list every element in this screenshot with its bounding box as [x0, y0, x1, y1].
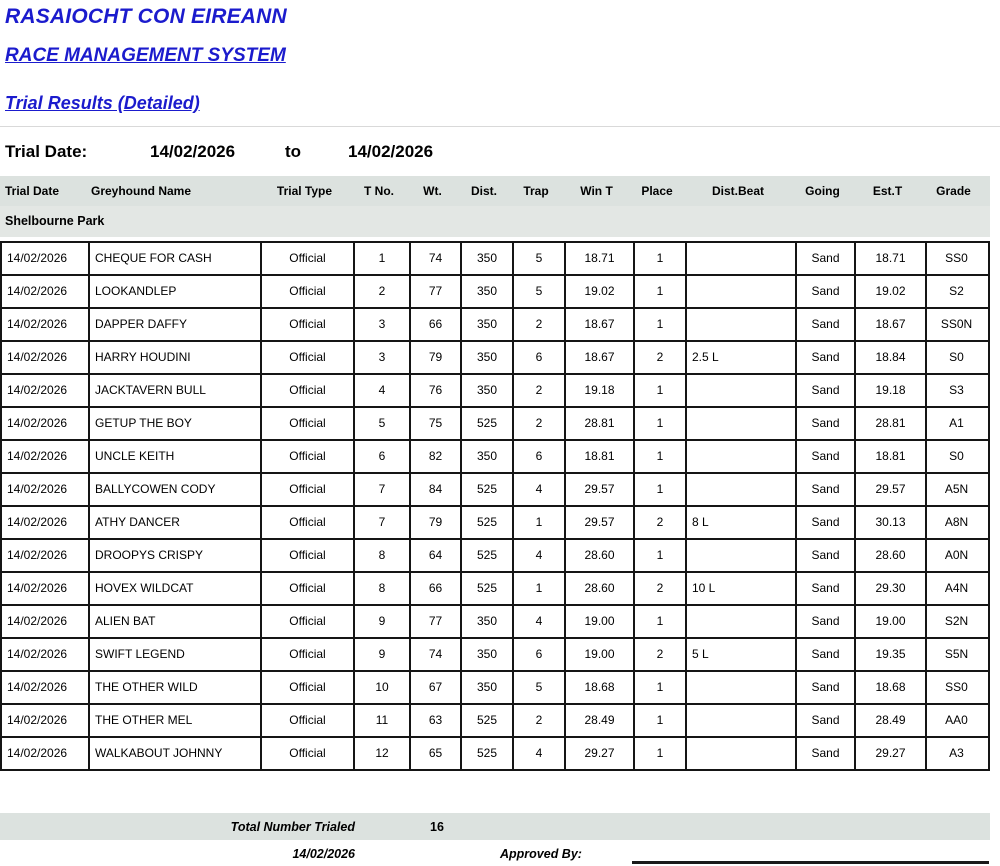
cell-going: Sand: [795, 474, 854, 505]
cell-wt: 82: [409, 441, 460, 472]
cell-going: Sand: [795, 276, 854, 307]
cell-t-no: 3: [353, 342, 409, 373]
cell-grade: SS0N: [925, 309, 986, 340]
cell-trial-type: Official: [260, 639, 353, 670]
column-header-dist: Dist.: [470, 184, 497, 198]
cell-place: 1: [633, 441, 685, 472]
cell-trial-date: 14/02/2026: [7, 713, 68, 727]
section-row-track: Shelbourne Park: [0, 206, 990, 237]
cell-greyhound-name: THE OTHER WILD: [88, 672, 260, 703]
cell-t-no: 9: [353, 639, 409, 670]
cell-est-t: 19.35: [854, 639, 925, 670]
cell-est-t: 28.81: [854, 408, 925, 439]
cell-trial-type: Official: [260, 672, 353, 703]
report-page: [0, 5, 1000, 866]
cell-trial-date: 14/02/2026: [7, 614, 68, 628]
cell-trial-type: Official: [260, 441, 353, 472]
cell-est-t: 29.30: [854, 573, 925, 604]
approval-row: [0, 847, 990, 864]
cell-place: 1: [633, 606, 685, 637]
cell-trial-date: 14/02/2026: [7, 548, 68, 562]
cell-wt: 77: [409, 276, 460, 307]
cell-going: Sand: [795, 738, 854, 769]
cell-dist: 350: [460, 276, 512, 307]
trial-date-label: Trial Date:: [5, 142, 88, 161]
cell-win-t: 28.60: [564, 540, 633, 571]
cell-trap: 2: [512, 375, 564, 406]
cell-dist: 350: [460, 639, 512, 670]
cell-going: Sand: [795, 441, 854, 472]
cell-trap: 2: [512, 408, 564, 439]
cell-est-t: 18.84: [854, 342, 925, 373]
cell-dist: 525: [460, 705, 512, 736]
cell-grade: A4N: [925, 573, 986, 604]
cell-trial-type: Official: [260, 342, 353, 373]
cell-going: Sand: [795, 705, 854, 736]
cell-going: Sand: [795, 507, 854, 538]
cell-win-t: 28.49: [564, 705, 633, 736]
cell-greyhound-name: ATHY DANCER: [88, 507, 260, 538]
cell-trap: 5: [512, 243, 564, 274]
system-title: RACE MANAGEMENT SYSTEM: [5, 45, 286, 66]
table-row: [0, 670, 990, 705]
cell-going: Sand: [795, 309, 854, 340]
cell-t-no: 7: [353, 507, 409, 538]
cell-trap: 4: [512, 474, 564, 505]
total-trialed-value: 16: [430, 819, 444, 834]
cell-t-no: 2: [353, 276, 409, 307]
cell-trial-date: 14/02/2026: [7, 251, 68, 265]
column-header-trial-date: Trial Date: [5, 184, 60, 198]
total-trialed-label: Total Number Trialed: [230, 819, 355, 834]
cell-est-t: 18.68: [854, 672, 925, 703]
cell-trial-type: Official: [260, 375, 353, 406]
approved-by-label: Approved By:: [500, 847, 582, 861]
cell-trap: 4: [512, 540, 564, 571]
cell-win-t: 29.27: [564, 738, 633, 769]
cell-win-t: 19.00: [564, 606, 633, 637]
table-row: [0, 538, 990, 573]
cell-trial-date: 14/02/2026: [7, 449, 68, 463]
cell-going: Sand: [795, 540, 854, 571]
cell-greyhound-name: WALKABOUT JOHNNY: [88, 738, 260, 769]
cell-dist: 350: [460, 342, 512, 373]
results-rows: [0, 241, 990, 771]
cell-wt: 79: [409, 507, 460, 538]
table-row: [0, 472, 990, 507]
cell-dist-beat: 8 L: [685, 507, 795, 538]
cell-wt: 79: [409, 342, 460, 373]
cell-greyhound-name: JACKTAVERN BULL: [88, 375, 260, 406]
cell-dist: 350: [460, 606, 512, 637]
cell-trial-type: Official: [260, 606, 353, 637]
cell-trial-type: Official: [260, 705, 353, 736]
cell-going: Sand: [795, 573, 854, 604]
cell-trial-date: 14/02/2026: [7, 647, 68, 661]
cell-place: 2: [633, 639, 685, 670]
cell-trial-date: 14/02/2026: [7, 680, 68, 694]
cell-greyhound-name: CHEQUE FOR CASH: [88, 243, 260, 274]
cell-win-t: 28.81: [564, 408, 633, 439]
cell-greyhound-name: ALIEN BAT: [88, 606, 260, 637]
cell-wt: 66: [409, 573, 460, 604]
cell-going: Sand: [795, 606, 854, 637]
cell-trial-date: 14/02/2026: [7, 581, 68, 595]
trial-date-from: 14/02/2026: [150, 142, 236, 161]
cell-place: 1: [633, 375, 685, 406]
cell-greyhound-name: SWIFT LEGEND: [88, 639, 260, 670]
cell-dist-beat: [685, 705, 795, 736]
cell-grade: A8N: [925, 507, 986, 538]
cell-est-t: 29.27: [854, 738, 925, 769]
cell-trap: 5: [512, 276, 564, 307]
cell-greyhound-name: BALLYCOWEN CODY: [88, 474, 260, 505]
cell-grade: SS0: [925, 672, 986, 703]
cell-trap: 2: [512, 705, 564, 736]
cell-t-no: 10: [353, 672, 409, 703]
cell-trap: 5: [512, 672, 564, 703]
cell-dist-beat: [685, 243, 795, 274]
org-title: RASAIOCHT CON EIREANN: [5, 5, 287, 28]
cell-dist-beat: [685, 408, 795, 439]
cell-trial-type: Official: [260, 738, 353, 769]
trial-date-to: 14/02/2026: [348, 142, 434, 161]
cell-grade: AA0: [925, 705, 986, 736]
cell-going: Sand: [795, 672, 854, 703]
table-header-row: [0, 176, 990, 206]
cell-t-no: 8: [353, 573, 409, 604]
column-header-trap: Trap: [523, 184, 549, 198]
cell-win-t: 19.02: [564, 276, 633, 307]
cell-grade: S2: [925, 276, 986, 307]
table-row: [0, 241, 990, 276]
cell-trap: 6: [512, 639, 564, 670]
cell-greyhound-name: DAPPER DAFFY: [88, 309, 260, 340]
cell-trap: 1: [512, 507, 564, 538]
cell-trial-date: 14/02/2026: [7, 482, 68, 496]
cell-trial-type: Official: [260, 243, 353, 274]
cell-place: 1: [633, 243, 685, 274]
cell-dist-beat: [685, 738, 795, 769]
cell-t-no: 8: [353, 540, 409, 571]
cell-win-t: 29.57: [564, 507, 633, 538]
cell-wt: 76: [409, 375, 460, 406]
cell-greyhound-name: DROOPYS CRISPY: [88, 540, 260, 571]
cell-grade: A3: [925, 738, 986, 769]
table-row: [0, 736, 990, 771]
cell-est-t: 18.71: [854, 243, 925, 274]
column-header-win-t: Win T: [580, 184, 613, 198]
column-header-wt: Wt.: [423, 184, 442, 198]
cell-wt: 74: [409, 243, 460, 274]
cell-trial-type: Official: [260, 540, 353, 571]
cell-est-t: 28.49: [854, 705, 925, 736]
table-row: [0, 274, 990, 309]
cell-trap: 2: [512, 309, 564, 340]
cell-dist-beat: [685, 309, 795, 340]
cell-greyhound-name: LOOKANDLEP: [88, 276, 260, 307]
cell-dist: 525: [460, 540, 512, 571]
cell-t-no: 1: [353, 243, 409, 274]
cell-trial-type: Official: [260, 474, 353, 505]
cell-dist: 350: [460, 243, 512, 274]
cell-dist-beat: 2.5 L: [685, 342, 795, 373]
cell-dist: 350: [460, 375, 512, 406]
cell-t-no: 9: [353, 606, 409, 637]
report-title: Trial Results (Detailed): [5, 93, 200, 113]
cell-trial-date: 14/02/2026: [7, 515, 68, 529]
column-header-dist-beat: Dist.Beat: [711, 184, 764, 198]
cell-wt: 65: [409, 738, 460, 769]
cell-est-t: 29.57: [854, 474, 925, 505]
cell-going: Sand: [795, 375, 854, 406]
cell-dist-beat: [685, 441, 795, 472]
cell-place: 1: [633, 474, 685, 505]
cell-dist-beat: [685, 375, 795, 406]
cell-dist-beat: 10 L: [685, 573, 795, 604]
table-row: [0, 637, 990, 672]
cell-trial-type: Official: [260, 573, 353, 604]
cell-t-no: 5: [353, 408, 409, 439]
cell-trap: 4: [512, 738, 564, 769]
cell-est-t: 19.02: [854, 276, 925, 307]
column-header-trial-type: Trial Type: [276, 184, 333, 198]
cell-trial-date: 14/02/2026: [7, 317, 68, 331]
cell-win-t: 19.00: [564, 639, 633, 670]
cell-place: 1: [633, 276, 685, 307]
cell-win-t: 18.68: [564, 672, 633, 703]
column-header-place: Place: [641, 184, 673, 198]
cell-going: Sand: [795, 408, 854, 439]
cell-dist-beat: [685, 474, 795, 505]
cell-dist: 525: [460, 408, 512, 439]
cell-place: 1: [633, 540, 685, 571]
cell-t-no: 7: [353, 474, 409, 505]
cell-trial-date: 14/02/2026: [7, 350, 68, 364]
cell-trial-date: 14/02/2026: [7, 416, 68, 430]
cell-grade: A5N: [925, 474, 986, 505]
cell-grade: A1: [925, 408, 986, 439]
trial-date-filter: [5, 142, 1000, 162]
table-row: [0, 571, 990, 606]
table-row: [0, 406, 990, 441]
cell-greyhound-name: THE OTHER MEL: [88, 705, 260, 736]
cell-grade: S2N: [925, 606, 986, 637]
cell-going: Sand: [795, 639, 854, 670]
cell-dist-beat: 5 L: [685, 639, 795, 670]
cell-grade: S0: [925, 441, 986, 472]
cell-dist: 525: [460, 738, 512, 769]
header-divider: [0, 126, 1000, 127]
table-row: [0, 604, 990, 639]
cell-win-t: 19.18: [564, 375, 633, 406]
cell-grade: S3: [925, 375, 986, 406]
cell-trap: 6: [512, 342, 564, 373]
cell-place: 1: [633, 705, 685, 736]
cell-wt: 74: [409, 639, 460, 670]
cell-win-t: 18.81: [564, 441, 633, 472]
cell-t-no: 4: [353, 375, 409, 406]
cell-dist-beat: [685, 672, 795, 703]
cell-est-t: 18.67: [854, 309, 925, 340]
cell-trap: 1: [512, 573, 564, 604]
table-row: [0, 307, 990, 342]
cell-trial-type: Official: [260, 309, 353, 340]
column-header-going: Going: [805, 184, 840, 198]
cell-dist: 350: [460, 309, 512, 340]
column-header-t-no: T No.: [364, 184, 394, 198]
cell-est-t: 30.13: [854, 507, 925, 538]
cell-wt: 77: [409, 606, 460, 637]
cell-going: Sand: [795, 243, 854, 274]
cell-est-t: 19.18: [854, 375, 925, 406]
cell-trial-date: 14/02/2026: [7, 746, 68, 760]
table-row: [0, 703, 990, 738]
cell-dist: 525: [460, 573, 512, 604]
cell-place: 2: [633, 573, 685, 604]
footer-date: 14/02/2026: [292, 847, 355, 861]
cell-greyhound-name: UNCLE KEITH: [88, 441, 260, 472]
cell-t-no: 6: [353, 441, 409, 472]
table-row: [0, 340, 990, 375]
cell-trial-type: Official: [260, 507, 353, 538]
cell-dist-beat: [685, 276, 795, 307]
cell-t-no: 12: [353, 738, 409, 769]
cell-trap: 6: [512, 441, 564, 472]
cell-grade: S0: [925, 342, 986, 373]
cell-wt: 84: [409, 474, 460, 505]
column-header-grade: Grade: [936, 184, 971, 198]
cell-place: 2: [633, 342, 685, 373]
cell-grade: SS0: [925, 243, 986, 274]
cell-trial-date: 14/02/2026: [7, 383, 68, 397]
cell-est-t: 28.60: [854, 540, 925, 571]
cell-trial-date: 14/02/2026: [7, 284, 68, 298]
cell-t-no: 11: [353, 705, 409, 736]
column-header-greyhound-name: Greyhound Name: [91, 184, 192, 198]
table-row: [0, 505, 990, 540]
cell-dist: 525: [460, 507, 512, 538]
cell-grade: S5N: [925, 639, 986, 670]
cell-dist-beat: [685, 606, 795, 637]
cell-trap: 4: [512, 606, 564, 637]
cell-place: 1: [633, 408, 685, 439]
table-row: [0, 439, 990, 474]
trial-date-to-label: to: [285, 142, 302, 161]
cell-grade: A0N: [925, 540, 986, 571]
cell-dist-beat: [685, 540, 795, 571]
cell-win-t: 28.60: [564, 573, 633, 604]
cell-est-t: 18.81: [854, 441, 925, 472]
cell-win-t: 18.67: [564, 342, 633, 373]
cell-dist: 525: [460, 474, 512, 505]
column-header-est-t: Est.T: [872, 184, 903, 198]
cell-dist: 350: [460, 441, 512, 472]
cell-trial-type: Official: [260, 408, 353, 439]
total-bar: [0, 813, 990, 840]
cell-place: 1: [633, 309, 685, 340]
cell-win-t: 29.57: [564, 474, 633, 505]
cell-place: 2: [633, 507, 685, 538]
cell-dist: 350: [460, 672, 512, 703]
cell-wt: 63: [409, 705, 460, 736]
cell-win-t: 18.71: [564, 243, 633, 274]
cell-going: Sand: [795, 342, 854, 373]
cell-greyhound-name: HARRY HOUDINI: [88, 342, 260, 373]
cell-t-no: 3: [353, 309, 409, 340]
cell-win-t: 18.67: [564, 309, 633, 340]
cell-trial-type: Official: [260, 276, 353, 307]
cell-wt: 67: [409, 672, 460, 703]
cell-greyhound-name: HOVEX WILDCAT: [88, 573, 260, 604]
cell-greyhound-name: GETUP THE BOY: [88, 408, 260, 439]
cell-est-t: 19.00: [854, 606, 925, 637]
signature-line: [632, 861, 989, 864]
table-row: [0, 373, 990, 408]
cell-wt: 64: [409, 540, 460, 571]
cell-wt: 66: [409, 309, 460, 340]
cell-wt: 75: [409, 408, 460, 439]
cell-place: 1: [633, 672, 685, 703]
cell-place: 1: [633, 738, 685, 769]
